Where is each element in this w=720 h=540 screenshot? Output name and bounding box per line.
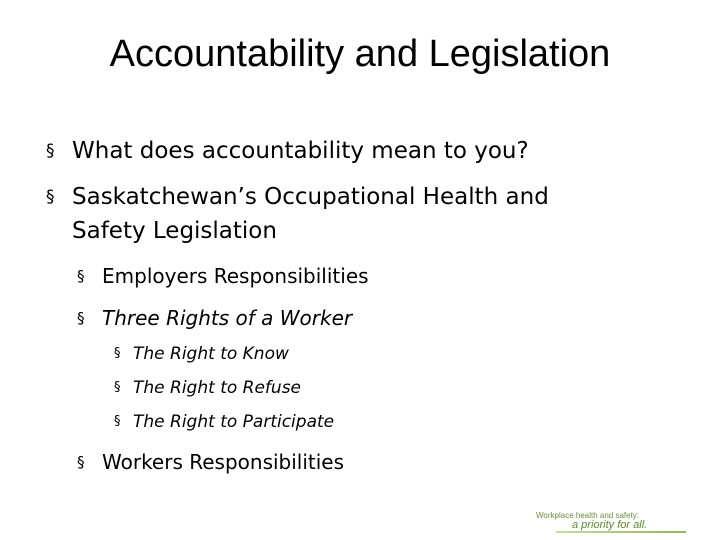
- sub-sub-bullet-item: [114, 341, 289, 367]
- bullet-text: The Right to Know: [133, 344, 289, 364]
- sub-sub-bullet-item: [114, 409, 335, 435]
- bullet-text: What does accountability mean to you?: [72, 138, 529, 164]
- slide-title: Accountability and Legislation: [109, 33, 611, 75]
- sub-bullet-item: [77, 303, 353, 333]
- logo-stripe: [556, 531, 686, 533]
- bullet-item: [46, 134, 529, 168]
- bullet-marker: §: [114, 380, 121, 395]
- bullet-marker: §: [77, 267, 85, 285]
- bullet-item: [46, 180, 612, 248]
- bullet-marker: §: [46, 187, 55, 207]
- logo-slogan: a priority for all.: [572, 519, 648, 531]
- sub-bullet-item: [77, 447, 345, 477]
- bullet-marker: §: [77, 309, 85, 327]
- bullet-marker: §: [114, 414, 121, 429]
- bullet-text: Three Rights of a Worker: [102, 306, 353, 330]
- bullet-text: Saskatchewan’s Occupational Health and Safety Legislation: [72, 184, 549, 244]
- bullet-text: The Right to Participate: [133, 412, 335, 432]
- bullet-marker: §: [114, 346, 121, 361]
- bullet-marker: §: [46, 141, 55, 161]
- logo-tagline: Workplace health and safety:: [536, 511, 640, 520]
- bullet-text: Workers Responsibilities: [102, 450, 345, 474]
- bullet-text: The Right to Refuse: [133, 378, 302, 398]
- sub-sub-bullet-item: [114, 375, 302, 401]
- sub-bullet-item: [77, 261, 369, 291]
- bullet-text: Employers Responsibilities: [102, 264, 369, 288]
- workplace-safety-logo: [536, 511, 686, 535]
- bullet-marker: §: [77, 453, 85, 471]
